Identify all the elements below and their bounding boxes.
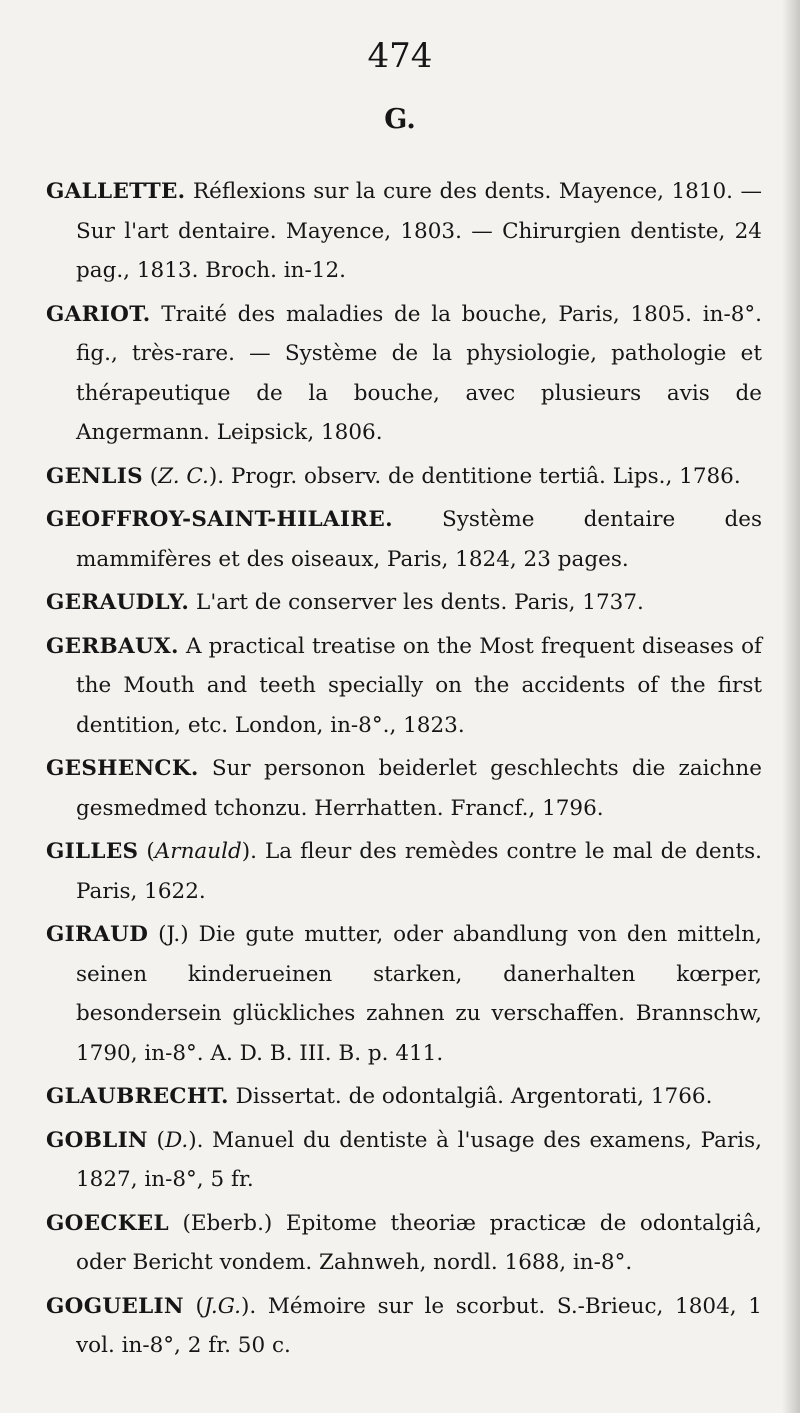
page-number: 474 xyxy=(367,36,433,76)
author-name: GOECKEL xyxy=(46,1210,169,1236)
bibliography-entry xyxy=(46,1121,762,1200)
author-name: GEOFFROY-SAINT-HILAIRE. xyxy=(46,507,393,532)
author-name: GOGUELIN xyxy=(46,1293,184,1319)
author-name: GERAUDLY. xyxy=(46,590,190,615)
entry-text: Réflexions sur la cure des dents. Mayence, 1810. —Sur l'art dentaire. Mayence, 1803. — Chirurgien dentiste, 24 pag., 1813. Broch. in-12. xyxy=(76,179,762,283)
author-qualifier-open: (J.) xyxy=(148,922,189,947)
entry-text: Die gute mutter, oder abandlung von den mitteln, seinen kinderueinen starken, danerhalten kœrper, besondersein glückliches zahnen zu verschaffen. Brannschw, 1790, in-8°. A. D. B. III. B. p. 411. xyxy=(76,922,762,1066)
entry-text: Epitome theoriæ practicæ de odontalgiâ, oder Bericht vondem. Zahnweh, nordl. 1688, in-8°. xyxy=(76,1210,762,1275)
entry-text: L'art de conserver les dents. Paris, 1737. xyxy=(196,590,644,615)
page-edge-shadow xyxy=(782,0,800,1413)
author-qualifier-close: ). xyxy=(240,1293,257,1319)
bibliography-entry xyxy=(46,627,762,746)
bibliography-entry xyxy=(46,295,762,453)
entry-text: Dissertat. de odontalgiâ. Argentorati, 1766. xyxy=(235,1084,713,1109)
author-qualifier-close: ). xyxy=(188,1127,204,1153)
bibliography-entry xyxy=(46,457,762,497)
author-name: GOBLIN xyxy=(46,1127,148,1153)
author-qualifier-open: ( xyxy=(183,1293,204,1319)
author-qualifier-open: ( xyxy=(138,839,155,864)
author-qualifier: Z. C. xyxy=(158,463,209,489)
bibliography-entry xyxy=(46,583,762,623)
bibliography-entry xyxy=(46,832,762,911)
author-name: GIRAUD xyxy=(46,922,149,947)
author-name: GESHENCK. xyxy=(46,756,199,781)
bibliography-entries xyxy=(46,172,762,1370)
author-qualifier-open: ( xyxy=(142,463,159,489)
author-name: GALLETTE. xyxy=(46,179,186,204)
author-qualifier-close: ). xyxy=(208,463,225,489)
entry-text: Mémoire sur le scorbut. S.-Brieuc, 1804, 1 vol. in-8°, 2 fr. 50 c. xyxy=(76,1293,762,1358)
bibliography-entry xyxy=(46,915,762,1073)
entry-text: La fleur des remèdes contre le mal de dents. Paris, 1622. xyxy=(76,839,762,904)
entry-text: Système dentaire des mammifères et des oiseaux, Paris, 1824, 23 pages. xyxy=(76,507,762,572)
bibliography-entry xyxy=(46,500,762,579)
entry-text: Manuel du dentiste à l'usage des examens, Paris, 1827, in-8°, 5 fr. xyxy=(76,1127,762,1192)
entry-text: Sur personon beiderlet geschlechts die zaichne gesmedmed tchonzu. Herrhatten. Francf., 1796. xyxy=(76,756,762,821)
author-qualifier-open: (Eberb.) xyxy=(168,1210,273,1236)
author-qualifier-open: ( xyxy=(147,1127,165,1153)
author-name: GERBAUX. xyxy=(46,633,179,659)
author-name: GENLIS xyxy=(46,463,143,489)
author-name: GARIOT. xyxy=(46,301,151,327)
bibliography-entry xyxy=(46,1077,762,1117)
bibliography-entry xyxy=(46,1204,762,1283)
author-qualifier: D. xyxy=(164,1127,189,1153)
author-qualifier-close: ). xyxy=(241,839,257,864)
bibliography-entry xyxy=(46,1287,762,1366)
author-name: GLAUBRECHT. xyxy=(46,1084,229,1109)
author-qualifier: Arnauld xyxy=(154,839,242,864)
author-qualifier: J.G. xyxy=(203,1293,241,1319)
entry-text: Traité des maladies de la bouche, Paris, 1805. in-8°. fig., très-rare. — Système de la physiologie, pathologie et thérapeutique de la bouche, avec plusieurs avis de Angermann. Leipsick, 1806. xyxy=(76,301,762,445)
entry-text: A practical treatise on the Most frequent diseases of the Mouth and teeth specially on the accidents of the first dentition, etc. London, in-8°., 1823. xyxy=(76,633,762,738)
section-letter-heading: G. xyxy=(384,104,416,135)
bibliography-entry xyxy=(46,172,762,291)
bibliography-entry xyxy=(46,749,762,828)
author-name: GILLES xyxy=(46,839,139,864)
entry-text: Progr. observ. de dentitione tertiâ. Lips., 1786. xyxy=(230,463,741,489)
